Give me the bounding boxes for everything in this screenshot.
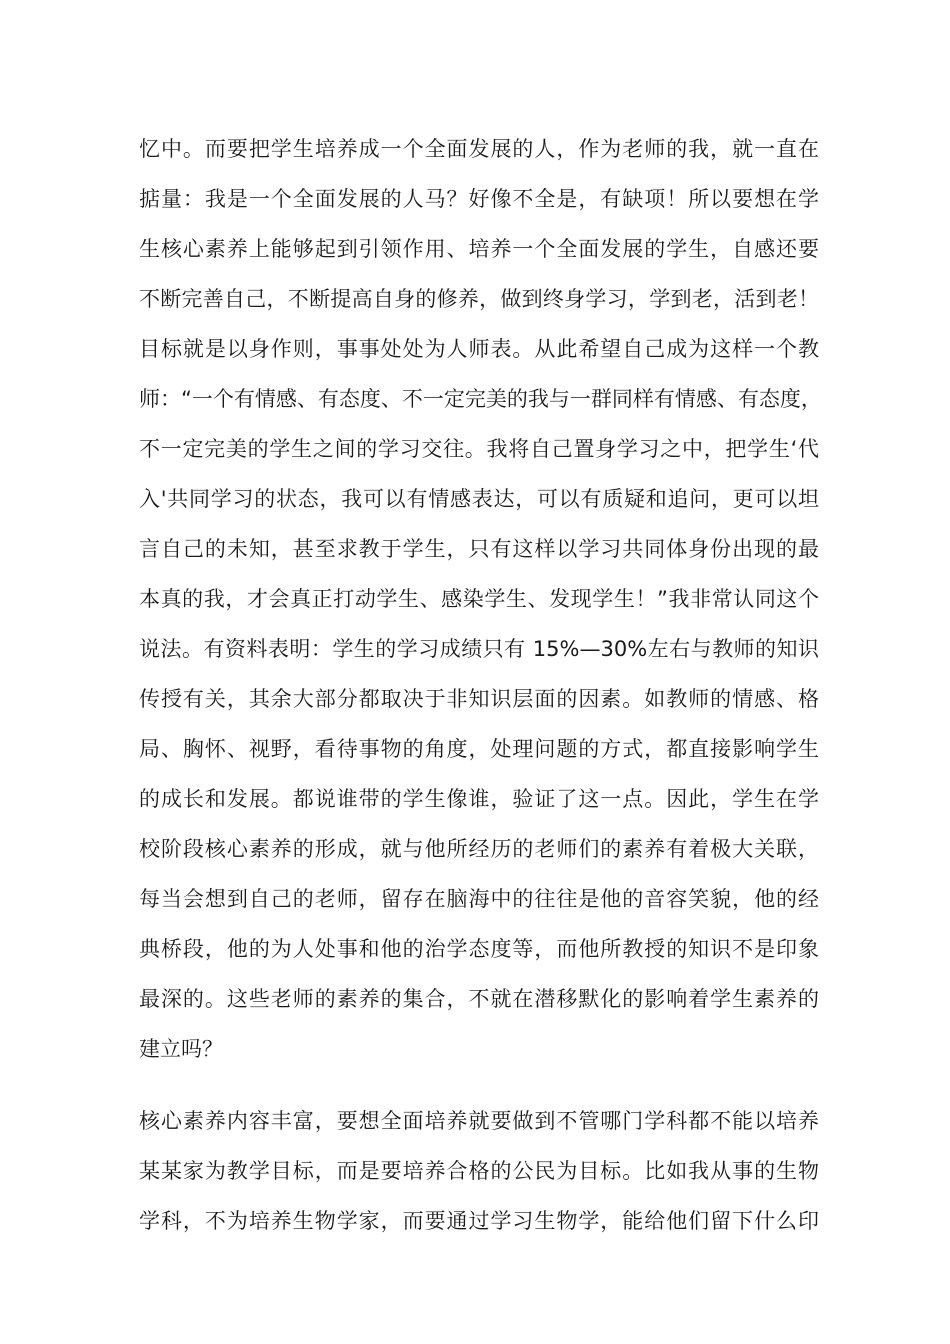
text-line: 某某家为教学目标，而是要培养合格的公民为目标。比如我从事的生物 xyxy=(139,1159,819,1183)
text-line: 说法。有资料表明：学生的学习成绩只有 15%—30%左右与教师的知识 xyxy=(139,637,819,661)
text-line: 言自己的未知，甚至求教于学生，只有这样以学习共同体身份出现的最 xyxy=(139,537,819,561)
text-line: 典桥段，他的为人处事和他的治学态度等，而他所教授的知识不是印象 xyxy=(139,937,819,961)
text-line: 建立吗？ xyxy=(139,1037,223,1061)
text-line: 局、胸怀、视野，看待事物的角度，处理问题的方式，都直接影响学生 xyxy=(139,737,819,761)
text-line: 本真的我，才会真正打动学生、感染学生、发现学生！”我非常认同这个 xyxy=(139,587,819,611)
text-line: 每当会想到自己的老师，留存在脑海中的往往是他的音容笑貌，他的经 xyxy=(139,887,819,911)
text-line: 不断完善自己，不断提高自身的修养，做到终身学习，学到老，活到老！ xyxy=(139,287,819,311)
text-line: 学科，不为培养生物学家，而要通过学习生物学，能给他们留下什么印 xyxy=(139,1209,819,1233)
text-line: 核心素养内容丰富，要想全面培养就要做到不管哪门学科都不能以培养 xyxy=(139,1109,819,1133)
text-line: 最深的。这些老师的素养的集合，不就在潜移默化的影响着学生素养的 xyxy=(139,987,819,1011)
text-line: 掂量：我是一个全面发展的人马？好像不全是，有缺项！所以要想在学 xyxy=(139,187,819,211)
text-line: 入'共同学习的状态，我可以有情感表达，可以有质疑和追问，更可以坦 xyxy=(139,487,819,511)
text-line: 忆中。而要把学生培养成一个全面发展的人，作为老师的我，就一直在 xyxy=(139,137,819,161)
paragraph-1 xyxy=(139,124,822,1074)
text-line: 目标就是以身作则，事事处处为人师表。从此希望自己成为这样一个教 xyxy=(139,337,819,361)
paragraph-2 xyxy=(139,1096,819,1246)
text-line: 师：“一个有情感、有态度、不一定完美的我与一群同样有情感、有态度， xyxy=(139,387,822,411)
text-line: 不一定完美的学生之间的学习交往。我将自己置身学习之中，把学生‘代 xyxy=(139,437,819,461)
text-line: 的成长和发展。都说谁带的学生像谁，验证了这一点。因此，学生在学 xyxy=(139,787,819,811)
text-line: 校阶段核心素养的形成，就与他所经历的老师们的素养有着极大关联， xyxy=(139,837,819,861)
text-line: 生核心素养上能够起到引领作用、培养一个全面发展的学生，自感还要 xyxy=(139,237,819,261)
text-line: 传授有关，其余大部分都取决于非知识层面的因素。如教师的情感、格 xyxy=(139,687,819,711)
